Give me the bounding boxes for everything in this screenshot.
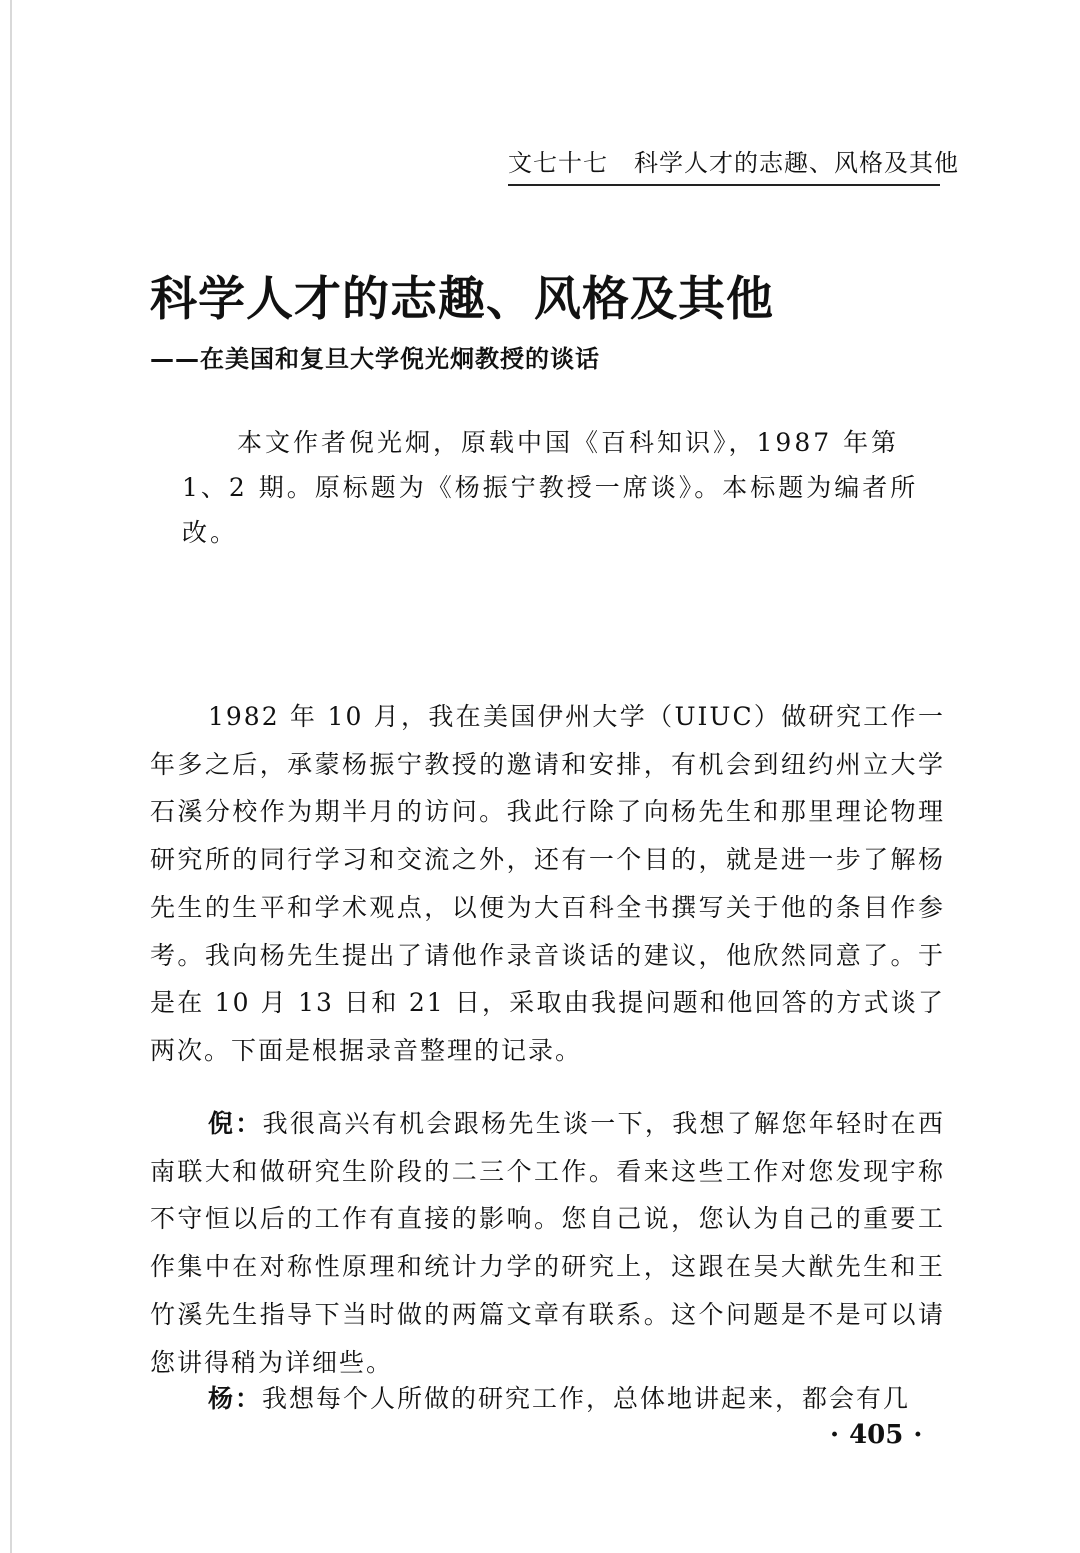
article-title: 科学人才的志趣、风格及其他 [150, 272, 774, 327]
speaker-label-ni: 倪： [208, 1109, 263, 1138]
running-header-section: 文七十七 [508, 149, 608, 177]
intro-paragraph: 1982 年 10 月，我在美国伊州大学（UIUC）做研究工作一年多之后，承蒙杨振宁教授的邀请和安排，有机会到纽约州立大学石溪分校作为期半月的访问。我此行除了向杨先生和那里理论物理研究所的同行学习和交流之外，还有一个目的，就是进一步了解杨先生的生平和学术观点，以便为大百科全书撰写关于他的条目作参考。我向杨先生提出了请他作录音谈话的建议，他欣然同意了。于是在 10 月 13 日和 21 日，采取由我提问题和他回答的方式谈了两次。下面是根据录音整理的记录。 [150, 702, 945, 1065]
question-text: 我很高兴有机会跟杨先生谈一下，我想了解您年轻时在西南联大和做研究生阶段的二三个工作。看来这些工作对您发现宇称不守恒以后的工作有直接的影响。您自己说，您认为自己的重要工作集中在对称性原理和统计力学的研究上，这跟在吴大猷先生和王竹溪先生指导下当时做的两篇文章有联系。这个问题是不是可以请您讲得稍为详细些。 [150, 1109, 945, 1377]
article-subtitle: ——在美国和复旦大学倪光炯教授的谈话 [150, 345, 600, 373]
page-number: · 405 · [830, 1420, 923, 1450]
running-header-title: 科学人才的志趣、风格及其他 [634, 149, 959, 177]
page-edge-shadow [10, 0, 12, 1553]
question-paragraph [150, 1100, 945, 1386]
page-number-value: 405 [849, 1420, 904, 1450]
running-header [508, 143, 959, 186]
source-note: 本文作者倪光炯，原载中国《百科知识》，1987 年第 1、2 期。原标题为《杨振宁教授一席谈》。本标题为编者所改。 [182, 428, 919, 547]
answer-paragraph [150, 1375, 945, 1423]
answer-text: 我想每个人所做的研究工作，总体地讲起来，都会有几 [262, 1384, 911, 1413]
speaker-label-yang: 杨： [208, 1384, 263, 1413]
